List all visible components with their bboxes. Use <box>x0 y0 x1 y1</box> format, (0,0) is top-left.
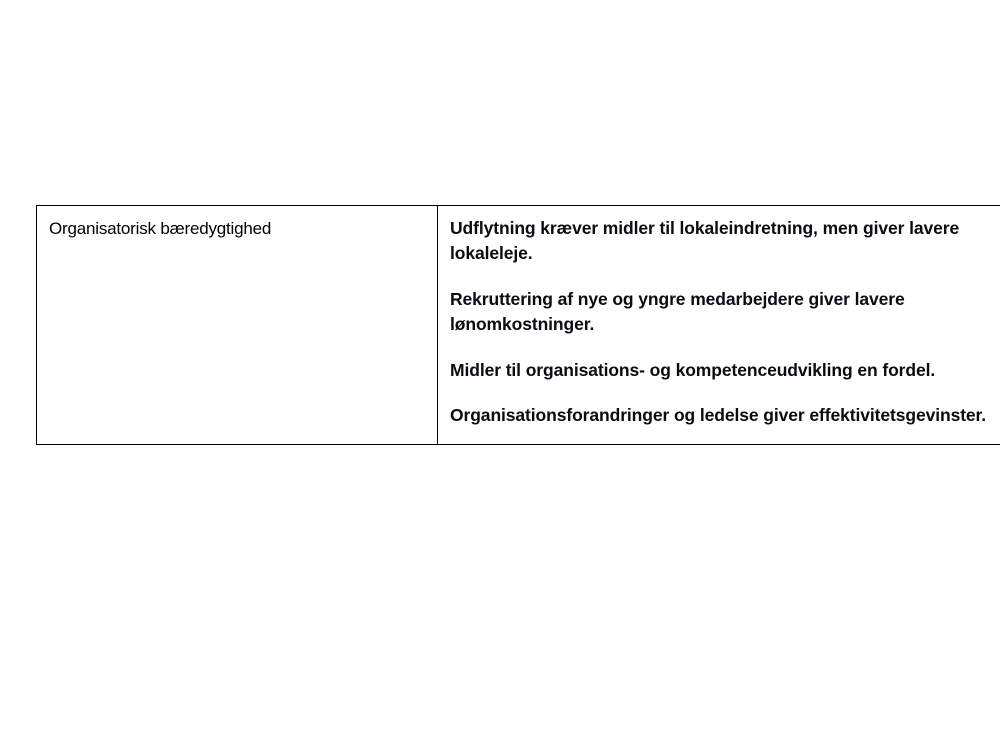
table-row <box>37 206 1000 445</box>
table-body <box>37 206 1000 445</box>
content-paragraph: Midler til organisations- og kompetenceudvikling en fordel. <box>450 359 936 380</box>
content-table <box>36 205 1000 445</box>
table-cell-label <box>37 206 438 445</box>
content-paragraph: Organisationsforandringer og ledelse giver effektivitetsgevinster. <box>450 404 987 425</box>
content-paragraph: Rekruttering af nye og yngre medarbejdere giver lavere lønomkostninger. <box>450 288 905 335</box>
content-paragraph: Udflytning kræver midler til lokaleindretning, men giver lavere lokaleleje. <box>450 218 960 264</box>
table-cell-content <box>438 206 1000 445</box>
row-label: Organisatorisk bæredygtighed <box>49 219 272 238</box>
table-container <box>36 205 987 445</box>
